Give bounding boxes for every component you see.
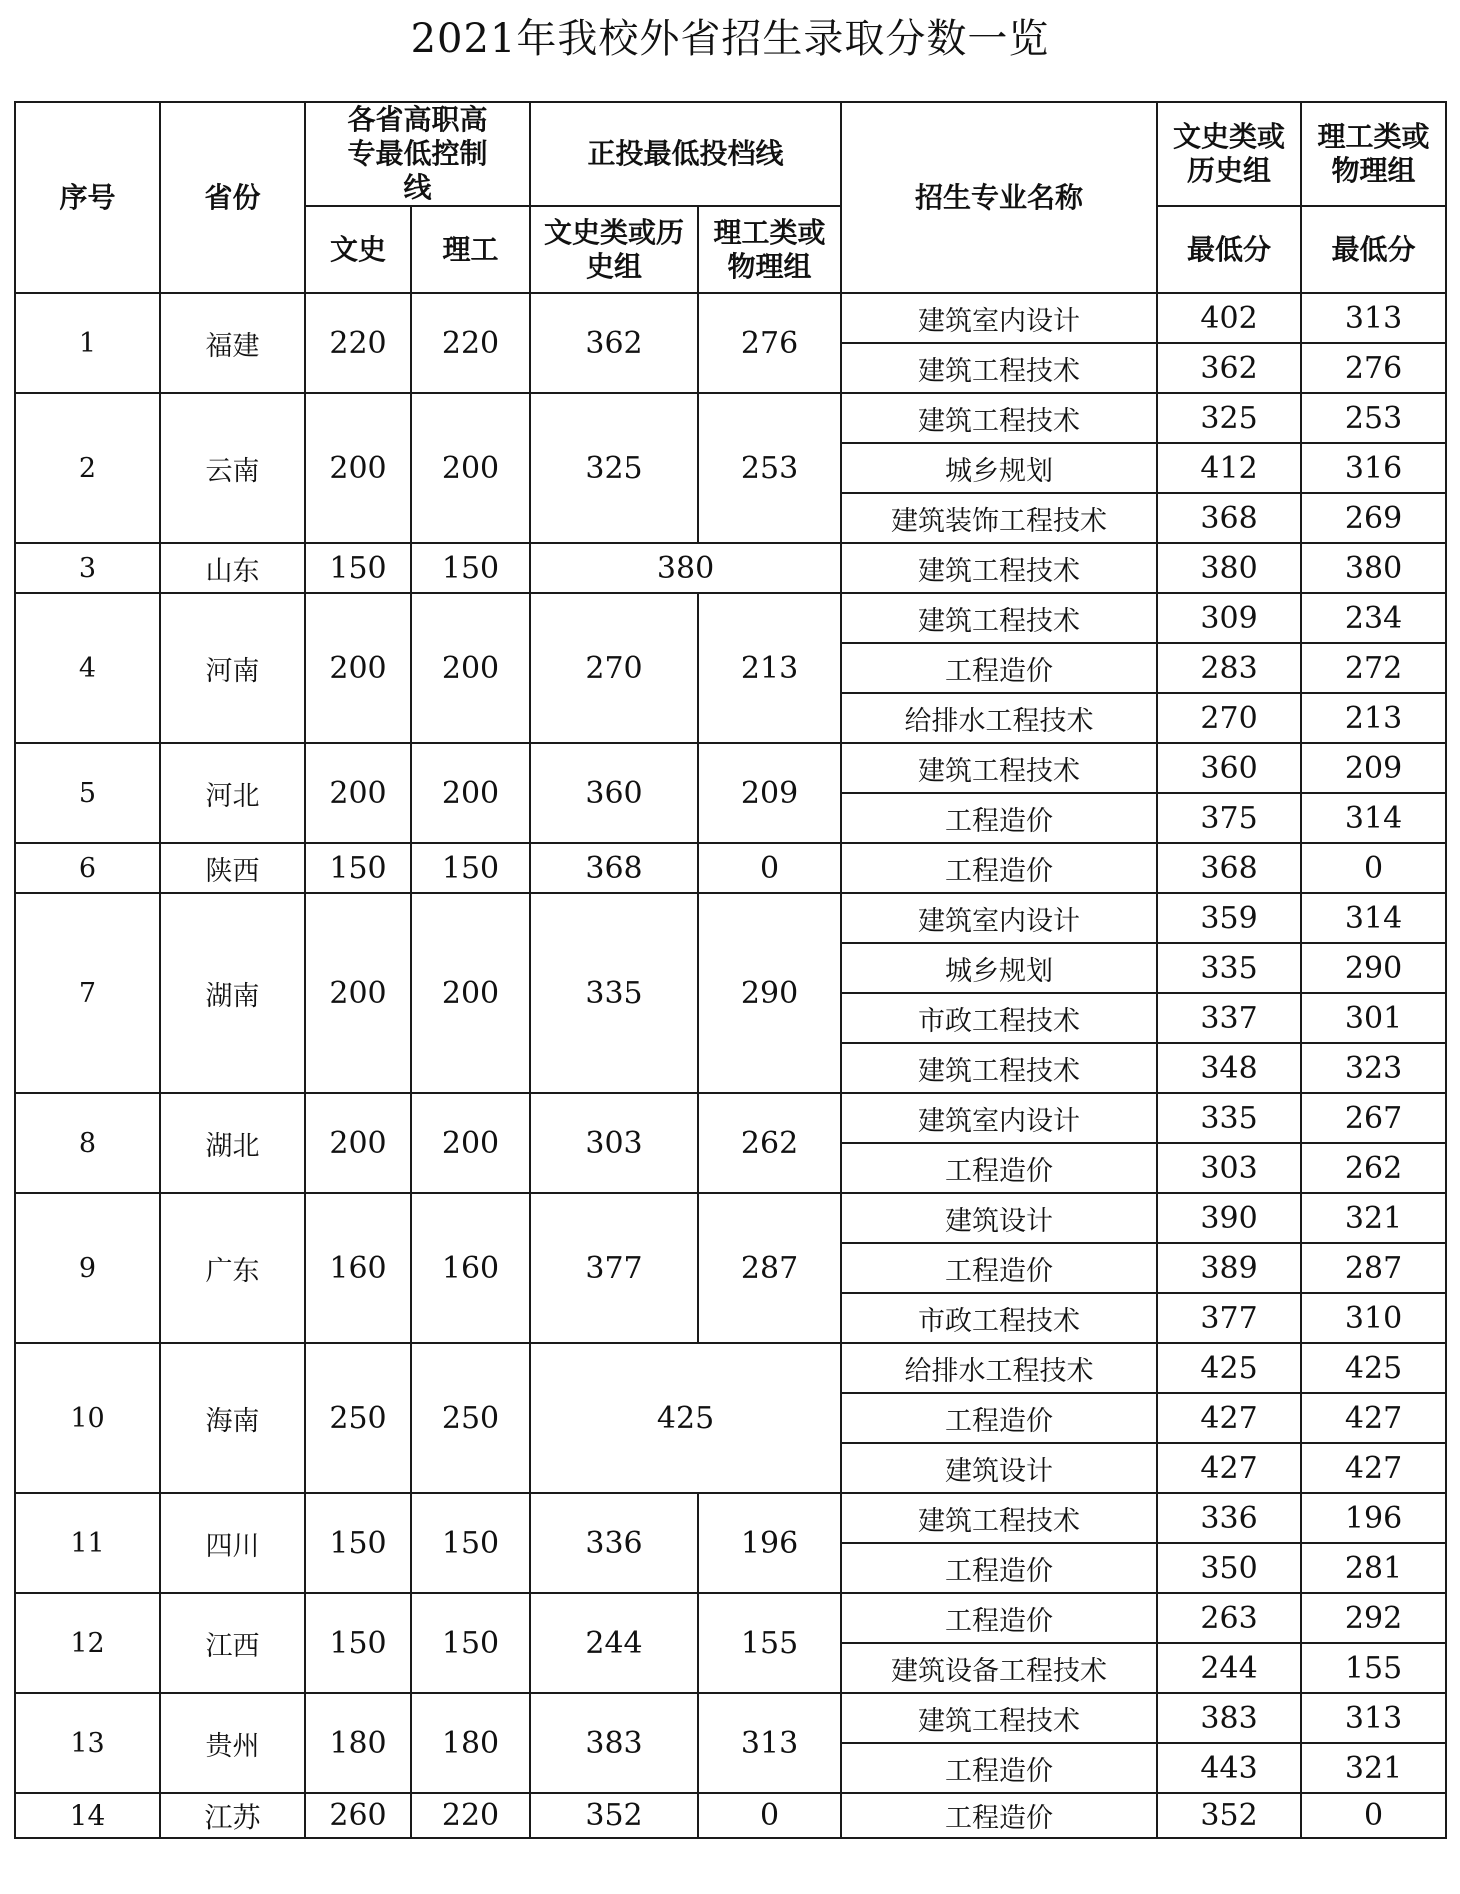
admission-score-table xyxy=(14,101,1447,1839)
major-name-cell: 工程造价 xyxy=(841,793,1157,843)
table-row xyxy=(15,1793,1446,1838)
min-liberal-cell: 375 xyxy=(1157,793,1301,843)
cast-liberal-cell: 270 xyxy=(530,593,698,743)
min-science-cell: 0 xyxy=(1301,843,1446,893)
min-liberal-cell: 283 xyxy=(1157,643,1301,693)
header-seq: 序号 xyxy=(15,102,160,293)
control-liberal-cell: 200 xyxy=(305,743,411,843)
cast-science-cell: 0 xyxy=(698,843,841,893)
major-name-cell: 建筑室内设计 xyxy=(841,893,1157,943)
control-science-cell: 150 xyxy=(411,543,530,593)
cast-science-cell: 262 xyxy=(698,1093,841,1193)
min-science-cell: 427 xyxy=(1301,1443,1446,1493)
seq-cell: 10 xyxy=(15,1343,160,1493)
seq-cell: 11 xyxy=(15,1493,160,1593)
header-cast-science: 理工类或物理组 xyxy=(698,206,841,293)
major-name-cell: 城乡规划 xyxy=(841,943,1157,993)
major-name-cell: 工程造价 xyxy=(841,1543,1157,1593)
min-science-cell: 267 xyxy=(1301,1093,1446,1143)
province-cell: 湖南 xyxy=(160,893,305,1093)
province-cell: 河南 xyxy=(160,593,305,743)
control-science-cell: 200 xyxy=(411,1093,530,1193)
table-row xyxy=(15,743,1446,793)
min-science-cell: 209 xyxy=(1301,743,1446,793)
control-science-cell: 200 xyxy=(411,593,530,743)
table-row xyxy=(15,843,1446,893)
major-name-cell: 工程造价 xyxy=(841,843,1157,893)
min-liberal-cell: 383 xyxy=(1157,1693,1301,1743)
major-name-cell: 建筑装饰工程技术 xyxy=(841,493,1157,543)
seq-cell: 13 xyxy=(15,1693,160,1793)
major-name-cell: 建筑设备工程技术 xyxy=(841,1643,1157,1693)
min-science-cell: 253 xyxy=(1301,393,1446,443)
min-science-cell: 276 xyxy=(1301,343,1446,393)
header-control-science: 理工 xyxy=(411,206,530,293)
min-liberal-cell: 263 xyxy=(1157,1593,1301,1643)
min-liberal-cell: 309 xyxy=(1157,593,1301,643)
min-liberal-cell: 336 xyxy=(1157,1493,1301,1543)
major-name-cell: 工程造价 xyxy=(841,1243,1157,1293)
table-row xyxy=(15,293,1446,343)
major-name-cell: 工程造价 xyxy=(841,1143,1157,1193)
cast-liberal-cell: 360 xyxy=(530,743,698,843)
min-liberal-cell: 425 xyxy=(1157,1343,1301,1393)
control-science-cell: 150 xyxy=(411,843,530,893)
min-science-cell: 269 xyxy=(1301,493,1446,543)
min-liberal-cell: 350 xyxy=(1157,1543,1301,1593)
major-name-cell: 工程造价 xyxy=(841,643,1157,693)
cast-science-cell: 0 xyxy=(698,1793,841,1838)
major-name-cell: 建筑工程技术 xyxy=(841,343,1157,393)
control-science-cell: 220 xyxy=(411,1793,530,1838)
min-science-cell: 234 xyxy=(1301,593,1446,643)
cast-science-cell: 313 xyxy=(698,1693,841,1793)
header-min-science-group: 理工类或物理组 xyxy=(1301,102,1446,206)
province-cell: 河北 xyxy=(160,743,305,843)
min-liberal-cell: 360 xyxy=(1157,743,1301,793)
major-name-cell: 建筑工程技术 xyxy=(841,1493,1157,1543)
control-liberal-cell: 220 xyxy=(305,293,411,393)
province-cell: 云南 xyxy=(160,393,305,543)
page-title: 2021年我校外省招生录取分数一览 xyxy=(410,15,1050,62)
table-body xyxy=(15,293,1446,1838)
cast-liberal-cell: 336 xyxy=(530,1493,698,1593)
province-cell: 海南 xyxy=(160,1343,305,1493)
min-science-cell: 316 xyxy=(1301,443,1446,493)
min-liberal-cell: 335 xyxy=(1157,1093,1301,1143)
table-row xyxy=(15,1193,1446,1243)
major-name-cell: 工程造价 xyxy=(841,1593,1157,1643)
table-row xyxy=(15,593,1446,643)
cast-liberal-cell: 377 xyxy=(530,1193,698,1343)
control-liberal-cell: 150 xyxy=(305,1493,411,1593)
major-name-cell: 市政工程技术 xyxy=(841,1293,1157,1343)
control-liberal-cell: 160 xyxy=(305,1193,411,1343)
control-liberal-cell: 150 xyxy=(305,1593,411,1693)
min-liberal-cell: 348 xyxy=(1157,1043,1301,1093)
min-science-cell: 281 xyxy=(1301,1543,1446,1593)
control-liberal-cell: 150 xyxy=(305,543,411,593)
control-science-cell: 200 xyxy=(411,393,530,543)
cast-merged-cell: 380 xyxy=(530,543,841,593)
min-science-cell: 425 xyxy=(1301,1343,1446,1393)
seq-cell: 6 xyxy=(15,843,160,893)
min-liberal-cell: 390 xyxy=(1157,1193,1301,1243)
cast-science-cell: 276 xyxy=(698,293,841,393)
min-science-cell: 314 xyxy=(1301,893,1446,943)
table-row xyxy=(15,1693,1446,1743)
min-liberal-cell: 380 xyxy=(1157,543,1301,593)
cast-liberal-cell: 362 xyxy=(530,293,698,393)
province-cell: 四川 xyxy=(160,1493,305,1593)
seq-cell: 8 xyxy=(15,1093,160,1193)
cast-merged-cell: 425 xyxy=(530,1343,841,1493)
min-science-cell: 310 xyxy=(1301,1293,1446,1343)
cast-science-cell: 196 xyxy=(698,1493,841,1593)
cast-science-cell: 155 xyxy=(698,1593,841,1693)
header-row-1 xyxy=(15,102,1446,206)
min-science-cell: 314 xyxy=(1301,793,1446,843)
min-science-cell: 321 xyxy=(1301,1193,1446,1243)
cast-liberal-cell: 325 xyxy=(530,393,698,543)
min-liberal-cell: 368 xyxy=(1157,843,1301,893)
cast-science-cell: 209 xyxy=(698,743,841,843)
min-liberal-cell: 402 xyxy=(1157,293,1301,343)
seq-cell: 4 xyxy=(15,593,160,743)
min-liberal-cell: 359 xyxy=(1157,893,1301,943)
min-science-cell: 321 xyxy=(1301,1743,1446,1793)
min-science-cell: 0 xyxy=(1301,1793,1446,1838)
control-science-cell: 150 xyxy=(411,1593,530,1693)
control-liberal-cell: 250 xyxy=(305,1343,411,1493)
province-cell: 江苏 xyxy=(160,1793,305,1838)
province-cell: 广东 xyxy=(160,1193,305,1343)
min-liberal-cell: 389 xyxy=(1157,1243,1301,1293)
major-name-cell: 建筑室内设计 xyxy=(841,293,1157,343)
min-science-cell: 287 xyxy=(1301,1243,1446,1293)
province-cell: 贵州 xyxy=(160,1693,305,1793)
control-science-cell: 200 xyxy=(411,893,530,1093)
control-liberal-cell: 200 xyxy=(305,893,411,1093)
table-row xyxy=(15,1493,1446,1543)
cast-liberal-cell: 352 xyxy=(530,1793,698,1838)
min-science-cell: 292 xyxy=(1301,1593,1446,1643)
seq-cell: 14 xyxy=(15,1793,160,1838)
major-name-cell: 工程造价 xyxy=(841,1793,1157,1838)
seq-cell: 9 xyxy=(15,1193,160,1343)
control-liberal-cell: 260 xyxy=(305,1793,411,1838)
header-cast-line: 正投最低投档线 xyxy=(530,102,841,206)
seq-cell: 5 xyxy=(15,743,160,843)
major-name-cell: 建筑工程技术 xyxy=(841,393,1157,443)
major-name-cell: 给排水工程技术 xyxy=(841,693,1157,743)
header-control-line: 各省高职高专最低控制线 xyxy=(305,102,530,206)
major-name-cell: 给排水工程技术 xyxy=(841,1343,1157,1393)
min-liberal-cell: 427 xyxy=(1157,1443,1301,1493)
control-liberal-cell: 200 xyxy=(305,393,411,543)
min-science-cell: 301 xyxy=(1301,993,1446,1043)
province-cell: 江西 xyxy=(160,1593,305,1693)
seq-cell: 2 xyxy=(15,393,160,543)
cast-liberal-cell: 383 xyxy=(530,1693,698,1793)
major-name-cell: 市政工程技术 xyxy=(841,993,1157,1043)
min-science-cell: 262 xyxy=(1301,1143,1446,1193)
table-row xyxy=(15,393,1446,443)
seq-cell: 12 xyxy=(15,1593,160,1693)
header-province: 省份 xyxy=(160,102,305,293)
min-liberal-cell: 303 xyxy=(1157,1143,1301,1193)
min-science-cell: 323 xyxy=(1301,1043,1446,1093)
cast-liberal-cell: 368 xyxy=(530,843,698,893)
min-science-cell: 380 xyxy=(1301,543,1446,593)
min-liberal-cell: 352 xyxy=(1157,1793,1301,1838)
table-row xyxy=(15,543,1446,593)
cast-liberal-cell: 303 xyxy=(530,1093,698,1193)
table-row xyxy=(15,893,1446,943)
control-science-cell: 160 xyxy=(411,1193,530,1343)
header-min-liberal: 最低分 xyxy=(1157,206,1301,293)
header-cast-liberal: 文史类或历史组 xyxy=(530,206,698,293)
seq-cell: 7 xyxy=(15,893,160,1093)
major-name-cell: 建筑工程技术 xyxy=(841,1693,1157,1743)
cast-science-cell: 287 xyxy=(698,1193,841,1343)
table-row xyxy=(15,1343,1446,1393)
min-science-cell: 272 xyxy=(1301,643,1446,693)
seq-cell: 1 xyxy=(15,293,160,393)
table-row xyxy=(15,1093,1446,1143)
cast-science-cell: 213 xyxy=(698,593,841,743)
min-liberal-cell: 325 xyxy=(1157,393,1301,443)
major-name-cell: 城乡规划 xyxy=(841,443,1157,493)
major-name-cell: 建筑室内设计 xyxy=(841,1093,1157,1143)
control-science-cell: 150 xyxy=(411,1493,530,1593)
control-science-cell: 200 xyxy=(411,743,530,843)
control-science-cell: 220 xyxy=(411,293,530,393)
min-liberal-cell: 368 xyxy=(1157,493,1301,543)
min-liberal-cell: 244 xyxy=(1157,1643,1301,1693)
major-name-cell: 建筑工程技术 xyxy=(841,543,1157,593)
cast-science-cell: 290 xyxy=(698,893,841,1093)
control-liberal-cell: 150 xyxy=(305,843,411,893)
major-name-cell: 工程造价 xyxy=(841,1743,1157,1793)
control-science-cell: 180 xyxy=(411,1693,530,1793)
province-cell: 陕西 xyxy=(160,843,305,893)
header-major: 招生专业名称 xyxy=(841,102,1157,293)
min-science-cell: 313 xyxy=(1301,293,1446,343)
min-liberal-cell: 443 xyxy=(1157,1743,1301,1793)
min-science-cell: 313 xyxy=(1301,1693,1446,1743)
min-science-cell: 155 xyxy=(1301,1643,1446,1693)
min-science-cell: 196 xyxy=(1301,1493,1446,1543)
min-liberal-cell: 427 xyxy=(1157,1393,1301,1443)
major-name-cell: 建筑工程技术 xyxy=(841,593,1157,643)
major-name-cell: 建筑设计 xyxy=(841,1443,1157,1493)
min-science-cell: 290 xyxy=(1301,943,1446,993)
min-liberal-cell: 412 xyxy=(1157,443,1301,493)
major-name-cell: 建筑工程技术 xyxy=(841,743,1157,793)
province-cell: 山东 xyxy=(160,543,305,593)
header-control-liberal: 文史 xyxy=(305,206,411,293)
header-min-liberal-group: 文史类或历史组 xyxy=(1157,102,1301,206)
control-liberal-cell: 200 xyxy=(305,1093,411,1193)
seq-cell: 3 xyxy=(15,543,160,593)
cast-liberal-cell: 244 xyxy=(530,1593,698,1693)
table-row xyxy=(15,1593,1446,1643)
cast-science-cell: 253 xyxy=(698,393,841,543)
cast-liberal-cell: 335 xyxy=(530,893,698,1093)
major-name-cell: 建筑设计 xyxy=(841,1193,1157,1243)
major-name-cell: 工程造价 xyxy=(841,1393,1157,1443)
header-min-science: 最低分 xyxy=(1301,206,1446,293)
min-science-cell: 427 xyxy=(1301,1393,1446,1443)
min-liberal-cell: 335 xyxy=(1157,943,1301,993)
min-liberal-cell: 377 xyxy=(1157,1293,1301,1343)
min-liberal-cell: 270 xyxy=(1157,693,1301,743)
min-science-cell: 213 xyxy=(1301,693,1446,743)
province-cell: 福建 xyxy=(160,293,305,393)
major-name-cell: 建筑工程技术 xyxy=(841,1043,1157,1093)
min-liberal-cell: 337 xyxy=(1157,993,1301,1043)
province-cell: 湖北 xyxy=(160,1093,305,1193)
control-liberal-cell: 200 xyxy=(305,593,411,743)
control-liberal-cell: 180 xyxy=(305,1693,411,1793)
control-science-cell: 250 xyxy=(411,1343,530,1493)
min-liberal-cell: 362 xyxy=(1157,343,1301,393)
